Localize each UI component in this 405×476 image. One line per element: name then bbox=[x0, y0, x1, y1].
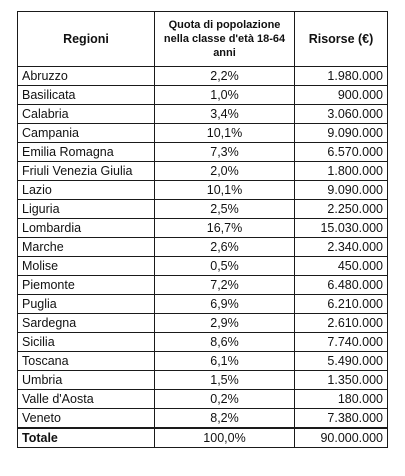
resources-cell: 3.060.000 bbox=[295, 105, 388, 124]
total-label: Totale bbox=[18, 428, 155, 448]
table-row bbox=[18, 86, 388, 105]
region-cell: Puglia bbox=[18, 295, 155, 314]
table-row bbox=[18, 105, 388, 124]
share-cell: 2,5% bbox=[155, 200, 295, 219]
region-cell: Campania bbox=[18, 124, 155, 143]
table-row bbox=[18, 238, 388, 257]
region-cell: Sicilia bbox=[18, 333, 155, 352]
table-row bbox=[18, 162, 388, 181]
table-row bbox=[18, 219, 388, 238]
share-cell: 3,4% bbox=[155, 105, 295, 124]
header-row bbox=[18, 12, 388, 67]
region-cell: Veneto bbox=[18, 409, 155, 429]
total-share: 100,0% bbox=[155, 428, 295, 448]
table-body bbox=[18, 67, 388, 429]
resources-cell: 1.980.000 bbox=[295, 67, 388, 86]
share-cell: 8,6% bbox=[155, 333, 295, 352]
share-cell: 7,2% bbox=[155, 276, 295, 295]
share-cell: 7,3% bbox=[155, 143, 295, 162]
table-row bbox=[18, 257, 388, 276]
region-cell: Emilia Romagna bbox=[18, 143, 155, 162]
region-cell: Basilicata bbox=[18, 86, 155, 105]
share-cell: 0,5% bbox=[155, 257, 295, 276]
region-cell: Lazio bbox=[18, 181, 155, 200]
resources-cell: 9.090.000 bbox=[295, 124, 388, 143]
share-cell: 1,5% bbox=[155, 371, 295, 390]
region-cell: Calabria bbox=[18, 105, 155, 124]
share-cell: 0,2% bbox=[155, 390, 295, 409]
share-cell: 16,7% bbox=[155, 219, 295, 238]
table-row bbox=[18, 124, 388, 143]
resources-cell: 1.800.000 bbox=[295, 162, 388, 181]
table-row bbox=[18, 352, 388, 371]
region-cell: Piemonte bbox=[18, 276, 155, 295]
header-resources: Risorse (€) bbox=[295, 12, 388, 67]
resources-cell: 6.480.000 bbox=[295, 276, 388, 295]
region-cell: Sardegna bbox=[18, 314, 155, 333]
table-row bbox=[18, 314, 388, 333]
share-cell: 6,1% bbox=[155, 352, 295, 371]
region-cell: Toscana bbox=[18, 352, 155, 371]
share-cell: 1,0% bbox=[155, 86, 295, 105]
total-resources: 90.000.000 bbox=[295, 428, 388, 448]
resources-cell: 1.350.000 bbox=[295, 371, 388, 390]
region-cell: Marche bbox=[18, 238, 155, 257]
resources-cell: 180.000 bbox=[295, 390, 388, 409]
region-cell: Liguria bbox=[18, 200, 155, 219]
table-row bbox=[18, 409, 388, 429]
table-row bbox=[18, 67, 388, 86]
region-cell: Lombardia bbox=[18, 219, 155, 238]
resources-cell: 450.000 bbox=[295, 257, 388, 276]
resources-cell: 900.000 bbox=[295, 86, 388, 105]
resources-cell: 2.250.000 bbox=[295, 200, 388, 219]
share-cell: 2,6% bbox=[155, 238, 295, 257]
total-row bbox=[18, 428, 388, 448]
share-cell: 2,0% bbox=[155, 162, 295, 181]
table-row bbox=[18, 295, 388, 314]
resources-cell: 9.090.000 bbox=[295, 181, 388, 200]
resources-cell: 7.740.000 bbox=[295, 333, 388, 352]
region-cell: Friuli Venezia Giulia bbox=[18, 162, 155, 181]
table-row bbox=[18, 390, 388, 409]
share-cell: 10,1% bbox=[155, 124, 295, 143]
header-region: Regioni bbox=[18, 12, 155, 67]
regional-resources-table bbox=[17, 11, 388, 448]
region-cell: Molise bbox=[18, 257, 155, 276]
region-cell: Abruzzo bbox=[18, 67, 155, 86]
resources-cell: 7.380.000 bbox=[295, 409, 388, 429]
share-cell: 2,2% bbox=[155, 67, 295, 86]
region-cell: Umbria bbox=[18, 371, 155, 390]
resources-cell: 6.210.000 bbox=[295, 295, 388, 314]
region-cell: Valle d'Aosta bbox=[18, 390, 155, 409]
share-cell: 2,9% bbox=[155, 314, 295, 333]
resources-cell: 15.030.000 bbox=[295, 219, 388, 238]
table-row bbox=[18, 333, 388, 352]
table-row bbox=[18, 200, 388, 219]
resources-cell: 2.610.000 bbox=[295, 314, 388, 333]
header-population-share: Quota di popolazione nella classe d'età 18-64 anni bbox=[155, 12, 295, 67]
table-row bbox=[18, 371, 388, 390]
table-row bbox=[18, 143, 388, 162]
share-cell: 8,2% bbox=[155, 409, 295, 429]
table-row bbox=[18, 181, 388, 200]
share-cell: 6,9% bbox=[155, 295, 295, 314]
resources-cell: 2.340.000 bbox=[295, 238, 388, 257]
table-row bbox=[18, 276, 388, 295]
resources-cell: 6.570.000 bbox=[295, 143, 388, 162]
share-cell: 10,1% bbox=[155, 181, 295, 200]
resources-cell: 5.490.000 bbox=[295, 352, 388, 371]
